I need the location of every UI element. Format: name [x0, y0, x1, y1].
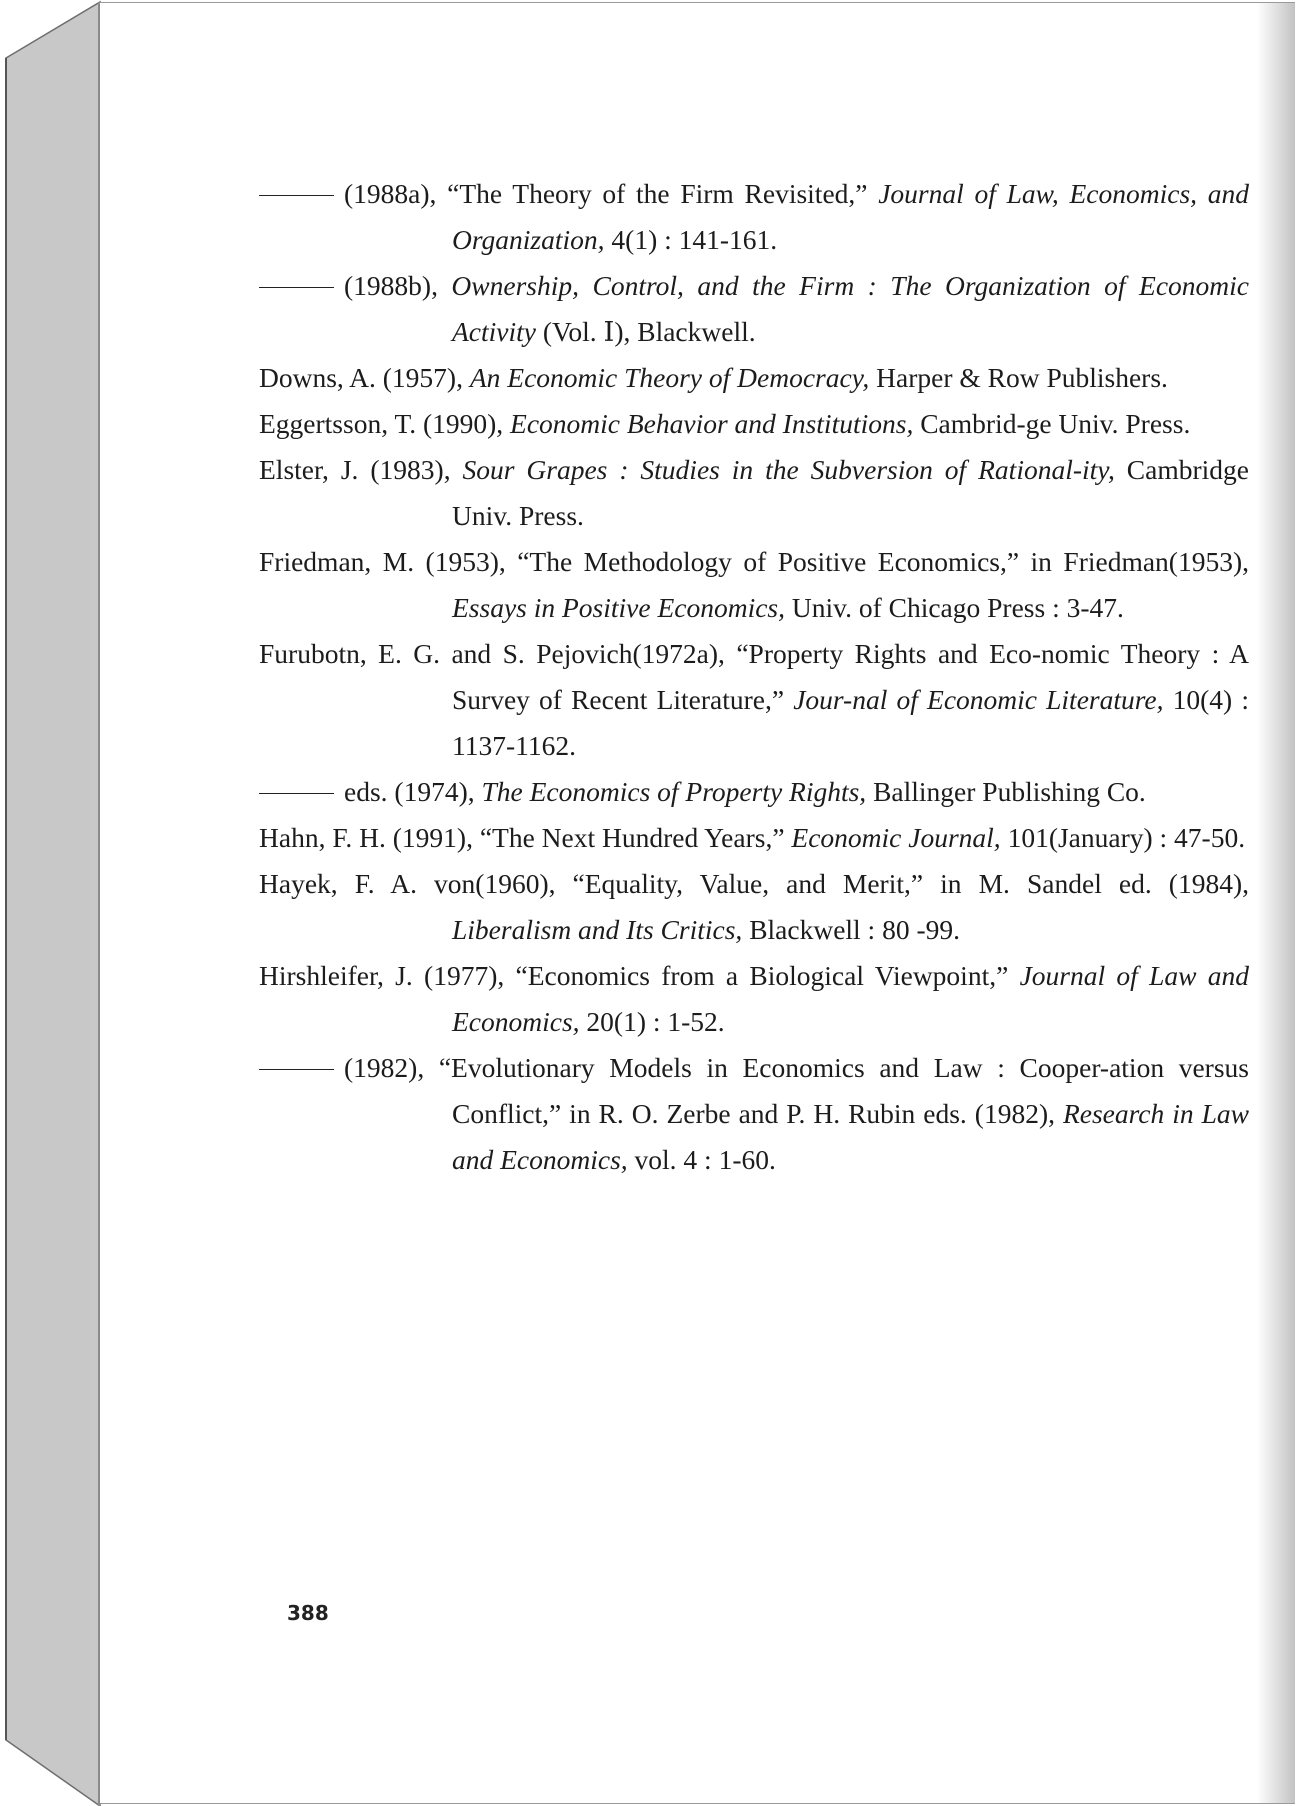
reference-text: Cambrid-ge Univ. Press. [913, 408, 1191, 439]
reference-text: 101(January) : 47-50. [1000, 822, 1246, 853]
reference-text: 4(1) : 141-161. [604, 224, 778, 255]
reference-title: Ownership, Control, and the Firm : The Organization of Economic Activity [451, 270, 1249, 347]
reference-title: Economic Journal, [791, 822, 1001, 853]
reference-text: Eggertsson, T. (1990), [259, 408, 511, 439]
reference-entry [259, 355, 1249, 401]
reference-entry [259, 401, 1249, 447]
reference-text: Harper & Row Publishers. [869, 362, 1168, 393]
reference-text: vol. 4 : 1-60. [627, 1144, 776, 1175]
reference-entry [259, 815, 1249, 861]
reference-text: Downs, A. (1957), [259, 362, 470, 393]
reference-entry [259, 263, 1249, 355]
reference-text: Furubotn, E. G. and S. Pejovich(1972a), “Property Rights and Eco-nomic Theory : A Survey of Recent Literature,” [259, 638, 1249, 715]
reference-entry [259, 953, 1249, 1045]
reference-text: Hayek, F. A. von(1960), “Equality, Value, and Merit,” in M. Sandel ed. (1984), [259, 868, 1249, 899]
reference-text: Cambridge Univ. Press. [452, 454, 1249, 531]
reference-title: Research in Law and Economics, [452, 1098, 1250, 1175]
page-number: 388 [287, 1601, 329, 1625]
reference-entry [259, 631, 1249, 769]
reference-title: Essays in Positive Economics, [452, 592, 785, 623]
repeat-author-dash [259, 195, 334, 196]
reference-title: Sour Grapes : Studies in the Subversion of Rational-ity, [462, 454, 1115, 485]
reference-title: Jour-nal of Economic Literature, [793, 684, 1164, 715]
reference-text: Elster, J. (1983), [259, 454, 463, 485]
reference-text: Hirshleifer, J. (1977), “Economics from a Biological Viewpoint,” [259, 960, 1020, 991]
reference-entry [259, 539, 1249, 631]
reference-title: Journal of Law and Economics, [452, 960, 1250, 1037]
reference-entry [259, 1045, 1249, 1183]
repeat-author-dash [259, 793, 334, 794]
reference-text: Friedman, M. (1953), “The Methodology of Positive Economics,” in Friedman(1953), [259, 546, 1249, 577]
reference-list [100, 171, 1295, 1183]
reference-text: (1988b), [344, 270, 452, 301]
reference-title: Liberalism and Its Critics, [452, 914, 743, 945]
book-page [100, 2, 1295, 1804]
reference-text: 20(1) : 1-52. [579, 1006, 725, 1037]
reference-title: The Economics of Property Rights, [481, 776, 867, 807]
reference-title: An Economic Theory of Democracy, [469, 362, 870, 393]
reference-title: Journal of Law, Economics, and Organization, [452, 178, 1249, 255]
reference-text: (Vol. Ⅰ), Blackwell. [535, 316, 756, 347]
reference-text: Ballinger Publishing Co. [866, 776, 1146, 807]
reference-text: Hahn, F. H. (1991), “The Next Hundred Years,” [259, 822, 792, 853]
book-spine [0, 0, 104, 1806]
reference-entry [259, 447, 1249, 539]
reference-text: 10(4) : 1137-1162. [452, 684, 1249, 761]
reference-text: Blackwell : 80 -99. [742, 914, 960, 945]
repeat-author-dash [259, 1069, 334, 1070]
reference-title: Economic Behavior and Institutions, [510, 408, 914, 439]
reference-text: (1988a), “The Theory of the Firm Revisited,” [344, 178, 879, 209]
reference-text: Univ. of Chicago Press : 3-47. [785, 592, 1124, 623]
reference-text: eds. (1974), [344, 776, 482, 807]
reference-entry [259, 171, 1249, 263]
reference-text: (1982), “Evolutionary Models in Economics and Law : Cooper-ation versus Conflict,” in R. O. Zerbe and P. H. Rubin eds. (1982), [344, 1052, 1249, 1129]
reference-entry [259, 769, 1249, 815]
reference-entry [259, 861, 1249, 953]
repeat-author-dash [259, 287, 334, 288]
